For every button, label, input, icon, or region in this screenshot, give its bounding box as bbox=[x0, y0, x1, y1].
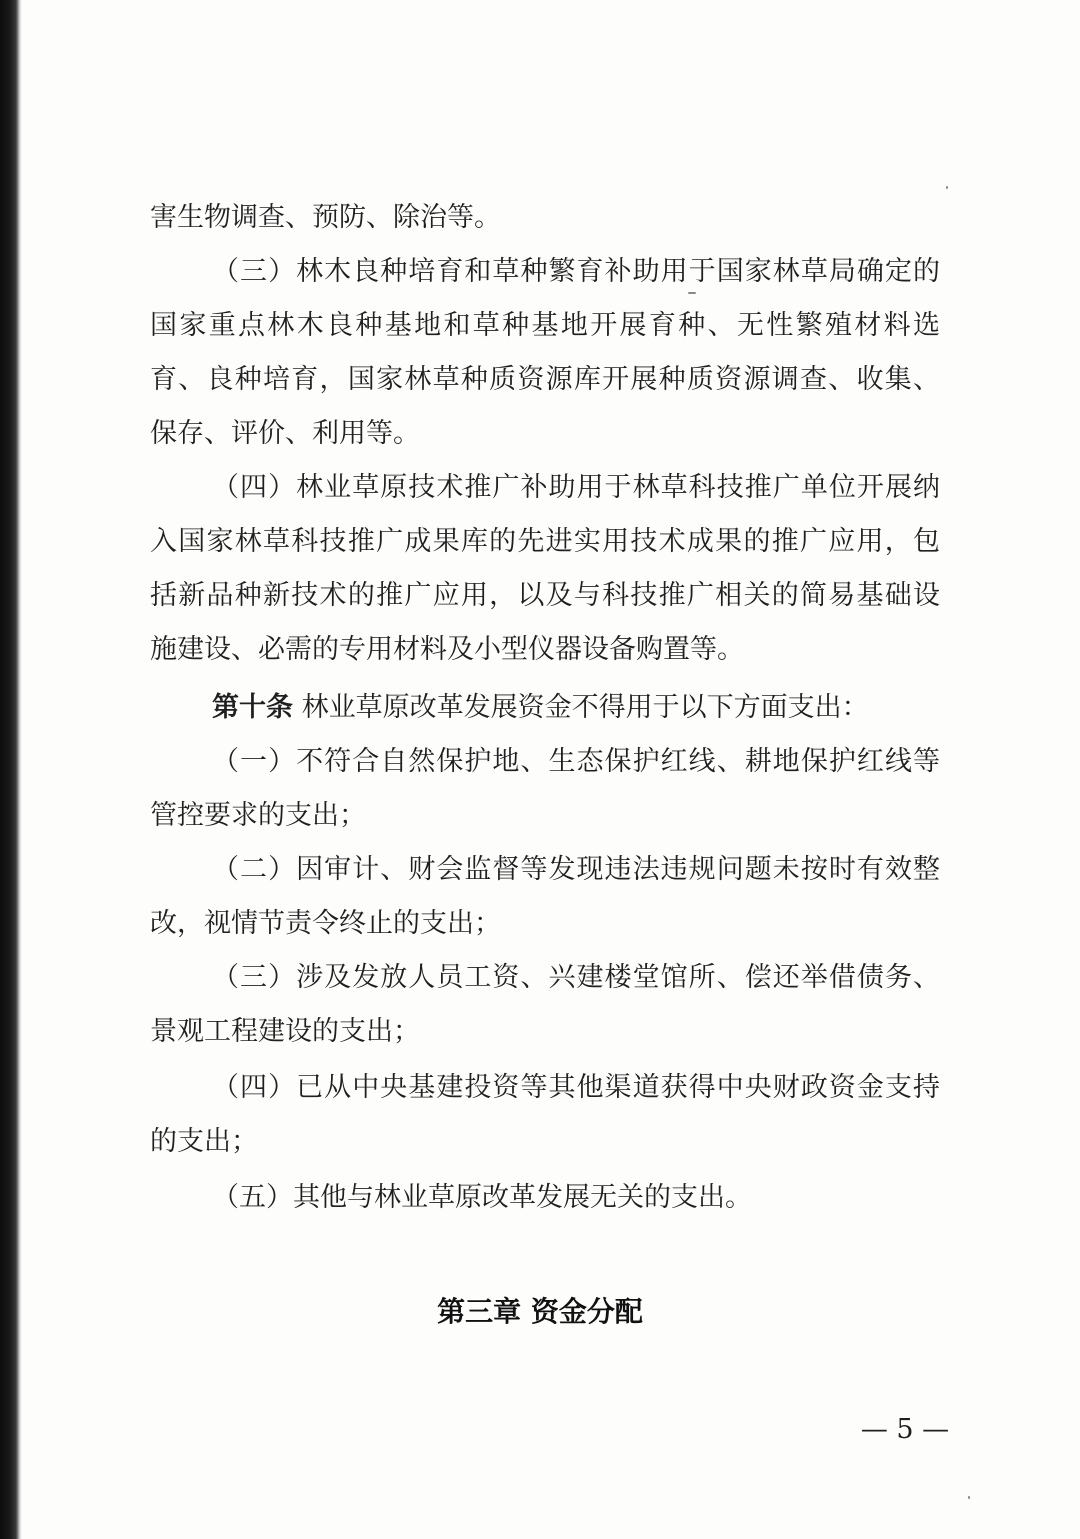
article-10-paragraph bbox=[212, 688, 940, 728]
body-line: （四）林业草原技术推广补助用于林草科技推广单位开展纳 bbox=[212, 472, 940, 503]
scan-speck bbox=[946, 186, 948, 189]
list-item-line: 的支出； bbox=[150, 1126, 258, 1157]
body-line: 国家重点林木良种基地和草种基地开展育种、无性繁殖材料选 bbox=[150, 310, 940, 341]
body-line: 育、良种培育，国家林草种质资源库开展种质资源调查、收集、 bbox=[150, 364, 940, 395]
list-item-line: （一）不符合自然保护地、生态保护红线、耕地保护红线等 bbox=[212, 746, 940, 777]
list-item-line: 改，视情节责令终止的支出； bbox=[150, 908, 501, 939]
list-item-line: 景观工程建设的支出； bbox=[150, 1016, 420, 1047]
list-item-line: （二）因审计、财会监督等发现违法违规问题未按时有效整 bbox=[212, 854, 940, 885]
page-number: — 5 — bbox=[860, 1414, 950, 1445]
body-line: （三）林木良种培育和草种繁育补助用于国家林草局确定的 bbox=[212, 256, 940, 287]
scan-speck bbox=[968, 1496, 970, 1499]
chapter-title: 第三章 资金分配 bbox=[437, 1295, 643, 1328]
body-line: 保存、评价、利用等。 bbox=[150, 418, 420, 449]
article-10-text: 林业草原改革发展资金不得用于以下方面支出： bbox=[301, 692, 869, 723]
body-line: 括新品种新技术的推广应用，以及与科技推广相关的简易基础设 bbox=[150, 580, 940, 611]
scan-speck bbox=[688, 292, 696, 294]
article-10-heading: 第十条 bbox=[212, 692, 293, 723]
list-item-line: （五）其他与林业草原改革发展无关的支出。 bbox=[212, 1182, 752, 1213]
body-line: 害生物调查、预防、除治等。 bbox=[150, 202, 501, 233]
body-line: 施建设、必需的专用材料及小型仪器设备购置等。 bbox=[150, 634, 744, 665]
list-item-line: （三）涉及发放人员工资、兴建楼堂馆所、偿还举借债务、 bbox=[212, 962, 940, 993]
body-line: 入国家林草科技推广成果库的先进实用技术成果的推广应用，包 bbox=[150, 526, 940, 557]
list-item-line: 管控要求的支出； bbox=[150, 800, 366, 831]
list-item-line: （四）已从中央基建投资等其他渠道获得中央财政资金支持 bbox=[212, 1072, 940, 1103]
